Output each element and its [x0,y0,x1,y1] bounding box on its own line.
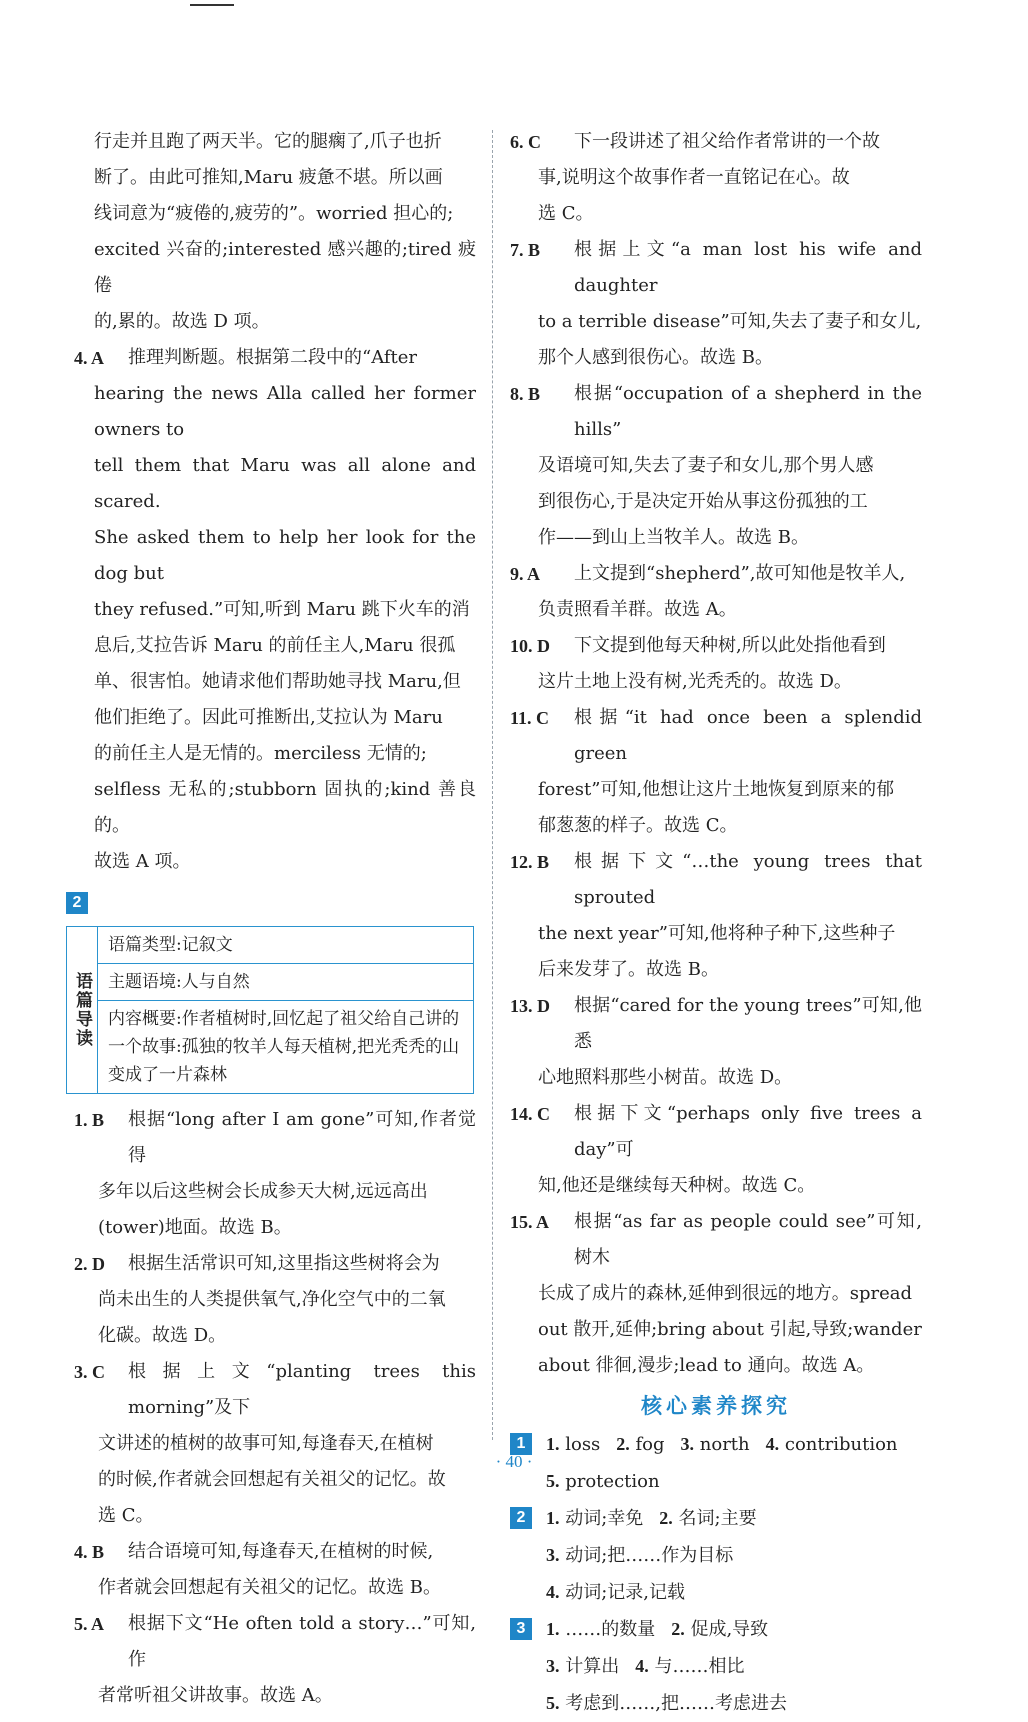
core-number: 1. [546,1619,560,1639]
text-line: 尚未出生的人类提供氧气,净化空气中的二氧 [98,1289,446,1310]
answer-number: 6. C [510,132,541,152]
answer-number: 14. C [510,1104,550,1124]
core-number: 5. [546,1471,560,1491]
answer-number: 11. C [510,708,550,728]
answer-first-line [74,1246,476,1282]
answer-item [510,628,922,700]
core-line [546,1574,922,1611]
answer-number: 15. A [510,1212,550,1232]
right-answer-list [510,124,922,1384]
guide-row: 内容概要:作者植树时,回忆起了祖父给自己讲的一个故事:孤独的牧羊人每天植树,把光秃秃的山变成了一片森林 [108,1009,460,1085]
answer-explanation: 根据“cared for the young trees”可知,他悉 [574,995,922,1052]
core-answer: 动词;记录,记载 [559,1582,686,1603]
guide-rows [98,927,473,1093]
core-number: 2. [659,1508,673,1528]
answer-item [74,1354,476,1534]
text-line: excited 兴奋的;interested 感兴趣的;tired 疲倦 [94,239,476,296]
page-number: · 40 · [495,1452,533,1471]
reading-guide-box [66,926,474,1094]
core-answer: 促成,导致 [684,1619,769,1640]
text-line: 作者就会回想起有关祖父的记忆。故选 B。 [98,1577,441,1598]
answer-explanation: 推理判断题。根据第二段中的“After [128,347,418,368]
core-number: 4. [546,1582,560,1602]
text-line: 线词意为“疲倦的,疲劳的”。worried 担心的; [94,203,454,224]
answer-item [510,844,922,988]
text-line: 单、很害怕。她请求他们帮助她寻找 Maru,但 [94,671,461,692]
answer-item [74,1246,476,1354]
guide-row: 主题语境:人与自然 [98,964,473,1001]
core-line [546,1685,922,1722]
core-answer: 与……相比 [648,1656,745,1677]
text-line: 及语境可知,失去了妻子和女儿,那个男人感 [538,455,874,476]
core-answer: contribution [779,1434,898,1455]
right-column [510,124,922,1722]
text-line: about 徘徊,漫步;lead to 通向。故选 A。 [538,1355,875,1376]
answer-explanation: 根据下文“perhaps only five trees a day”可 [574,1103,922,1160]
text-line: 事,说明这个故事作者一直铭记在心。故 [538,167,850,188]
answer-first-line [510,844,922,916]
core-badge: 1 [510,1433,532,1455]
answer-first-line [510,376,922,448]
answer-number: 9. A [510,564,541,584]
section-badge-2: 2 [66,892,88,914]
text-line: 郁葱葱的样子。故选 C。 [538,815,738,836]
text-line: hearing the news Alla called her former owners to [94,383,476,440]
core-number: 1. [546,1508,560,1528]
answer-explanation: 根据下文“He often told a story…”可知,作 [128,1613,476,1670]
answer-number: 13. D [510,996,550,1016]
text-line: to a terrible disease”可知,失去了妻子和女儿, [538,311,922,332]
answer-first-line [74,1606,476,1678]
answer-first-line [510,124,922,160]
answer-explanation: 下文提到他每天种树,所以此处指他看到 [574,635,886,656]
answer-explanation: 根据上文“a man lost his wife and daughter [574,239,922,296]
continuation-text [74,124,476,340]
text-line: 心地照料那些小树苗。故选 D。 [538,1067,793,1088]
core-line [546,1500,922,1537]
text-line: forest”可知,他想让这片土地恢复到原来的郁 [538,779,895,800]
text-line: 到很伤心,于是决定开始从事这份孤独的工 [538,491,868,512]
answer-explanation: 根据“it had once been a splendid green [574,707,922,764]
core-line [546,1648,922,1685]
top-rule [190,4,234,6]
core-line [546,1611,922,1648]
answer-first-line [510,1204,922,1276]
text-line: 文讲述的植树的故事可知,每逢春天,在植树 [98,1433,434,1454]
text-line: 选 C。 [538,203,594,224]
answer-item [74,1606,476,1714]
answer-item-4a-lines [74,376,476,880]
text-line: She asked them to help her look for the dog but [94,527,476,584]
text-line: 那个人感到很伤心。故选 B。 [538,347,773,368]
guide-row: 语篇类型:记叙文 [98,927,473,964]
answer-item [510,1204,922,1384]
answer-number: 1. B [74,1110,105,1130]
answer-first-line [510,988,922,1060]
answer-explanation: 下一段讲述了祖父给作者常讲的一个故 [574,131,880,152]
text-line: 多年以后这些树会长成参天大树,远远高出 [98,1181,428,1202]
core-number: 4. [765,1434,780,1454]
answer-item [510,376,922,556]
core-number: 2. [671,1619,685,1639]
answer-number: 10. D [510,636,550,656]
answer-item [510,1096,922,1204]
core-section [510,1611,922,1722]
answer-explanation: 结合语境可知,每逢春天,在植树的时候, [128,1541,434,1562]
core-answer: 动词;把……作为目标 [559,1545,734,1566]
text-line: 知,他还是继续每天种树。故选 C。 [538,1175,816,1196]
answer-item [510,124,922,232]
answer-number: 3. C [74,1362,105,1382]
core-lines [546,1611,922,1722]
text-line: out 散开,延伸;bring about 引起,导致;wander [538,1319,922,1340]
text-line: tell them that Maru was all alone and scared. [94,455,476,512]
core-section [510,1500,922,1611]
text-line: 的前任主人是无情的。merciless 无情的; [94,743,427,764]
answer-number: 4. A [74,348,105,368]
text-line: 的时候,作者就会回想起有关祖父的记忆。故 [98,1469,446,1490]
answer-number: 2. D [74,1254,105,1274]
answer-explanation: 根据生活常识可知,这里指这些树将会为 [128,1253,440,1274]
core-answer: 名词;主要 [672,1508,757,1529]
answer-item [74,1534,476,1606]
core-answer: 考虑到……,把……考虑进去 [559,1693,787,1714]
answer-number: 12. B [510,852,550,872]
answer-item [510,232,922,376]
core-line [546,1537,922,1574]
answer-item [510,556,922,628]
core-number: 3. [546,1545,560,1565]
answer-number: 4. B [74,1542,105,1562]
text-line: 者常听祖父讲故事。故选 A。 [98,1685,333,1706]
text-line: 的,累的。故选 D 项。 [94,311,270,332]
core-answer: north [694,1434,750,1455]
text-line: the next year”可知,他将种子种下,这些种子 [538,923,896,944]
guide-side-label: 语篇导读 [67,927,98,1093]
core-answer: 动词;幸免 [559,1508,644,1529]
text-line: 化碳。故选 D。 [98,1325,227,1346]
text-line: 行走并且跑了两天半。它的腿瘸了,爪子也折 [94,131,442,152]
left-answer-list [74,1102,476,1714]
core-answer: 计算出 [559,1656,620,1677]
core-badge: 2 [510,1507,532,1529]
core-heading: 核心素养探究 [641,1394,791,1418]
core-lines [546,1500,922,1611]
left-column [74,124,476,1714]
answer-explanation: 根据下文“…the young trees that sprouted [574,851,922,908]
text-line: 这片土地上没有树,光秃秃的。故选 D。 [538,671,852,692]
core-number: 5. [546,1693,560,1713]
core-number: 4. [635,1656,649,1676]
answer-first-line [510,700,922,772]
text-line: 长成了成片的森林,延伸到很远的地方。spread [538,1283,912,1304]
text-line: 断了。由此可推知,Maru 疲惫不堪。所以画 [94,167,443,188]
text-line: 作——到山上当牧羊人。故选 B。 [538,527,809,548]
answer-number: 5. A [74,1614,105,1634]
answer-first-line [510,556,922,592]
answer-item [74,1102,476,1246]
answer-first-line [74,1534,476,1570]
text-line: they refused.”可知,听到 Maru 跳下火车的消 [94,599,470,620]
answer-item [510,988,922,1096]
answer-explanation: 上文提到“shepherd”,故可知他是牧羊人, [574,563,906,584]
text-line: selfless 无私的;stubborn 固执的;kind 善良的。 [94,779,476,836]
answer-item-4a [74,340,476,376]
text-line: 选 C。 [98,1505,154,1526]
answer-first-line [510,1096,922,1168]
answer-number: 8. B [510,384,541,404]
core-badge: 3 [510,1618,532,1640]
core-answer: protection [559,1471,660,1492]
answer-explanation: 根据“as far as people could see”可知,树木 [574,1211,922,1268]
column-divider [492,130,493,1440]
answer-first-line [510,628,922,664]
text-line: (tower)地面。故选 B。 [98,1217,292,1238]
core-answer: loss [559,1434,601,1455]
answer-first-line [510,232,922,304]
core-number: 3. [680,1434,695,1454]
text-line: 息后,艾拉告诉 Maru 的前任主人,Maru 很孤 [94,635,456,656]
text-line: 后来发芽了。故选 B。 [538,959,719,980]
answer-number: 7. B [510,240,541,260]
answer-explanation: 根据“long after I am gone”可知,作者觉得 [128,1109,476,1166]
core-number: 2. [616,1434,630,1454]
text-line: 他们拒绝了。因此可推断出,艾拉认为 Maru [94,707,443,728]
core-answer: ……的数量 [559,1619,656,1640]
core-number: 1. [546,1434,560,1454]
text-line: 负责照看羊群。故选 A。 [538,599,737,620]
text-line: 故选 A 项。 [94,851,191,872]
answer-explanation: 根据上文“planting trees this morning”及下 [128,1361,476,1418]
core-number: 3. [546,1656,560,1676]
core-answer: fog [629,1434,665,1455]
answer-first-line [74,1354,476,1426]
answer-explanation: 根据“occupation of a shepherd in the hills” [574,383,922,440]
answer-item [510,700,922,844]
answer-first-line [74,1102,476,1174]
